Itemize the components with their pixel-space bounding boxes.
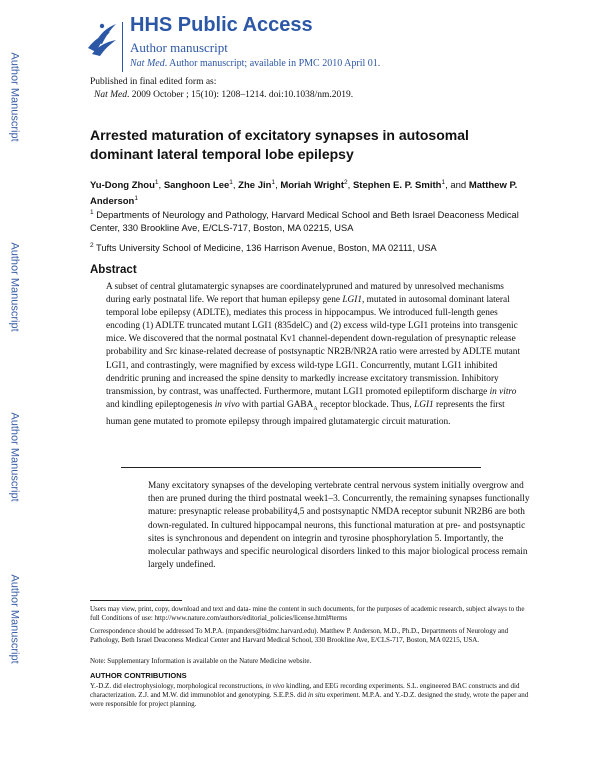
section-divider: [121, 467, 481, 468]
availability-line: Nat Med. Author manuscript; available in PMC 2010 April 01.: [130, 58, 381, 69]
affiliation-2: $^2$ Tufts University School of Medicine, 136 Harrison Avenue, Boston, MA 02111, USA: [90, 242, 437, 254]
author: Stephen E. P. Smith$^1$, and: [352, 179, 469, 192]
citation-line: Nat Med. 2009 October ; 15(10): 1208–1214. doi:10.1038/nm.2019.: [94, 90, 354, 100]
contributions-text: Y.-D.Z. did electrophysiology, morphological reconstructions, in vivo kindling, and EEG recording experiments. S.L. engineered BAC constructs and did characterization. Z.J. and M.W. did immunoblot and genotyping. S.E.P.S. did in situ experiment. M.P.A. and Y.-D.Z. designed the study, wrote the paper and were responsible for project planning.: [90, 682, 529, 709]
author: Matthew P. Anderson$^1$: [90, 180, 518, 208]
side-label-2: Author Manuscript: [9, 242, 22, 332]
hhs-title: HHS Public Access: [130, 14, 313, 36]
contributions-heading: AUTHOR CONTRIBUTIONS: [90, 671, 187, 680]
abstract-heading: Abstract: [90, 264, 137, 276]
side-label-1: Author Manuscript: [9, 52, 22, 142]
author-manuscript-label: Author manuscript: [130, 40, 228, 55]
affiliation-1: $^1$ Departments of Neurology and Pathology, Harvard Medical School and Beth Israel Deaconess Medical Center, 330 Brookline Ave, E/CLS-717, Boston, MA 02215, USA: [90, 209, 519, 234]
side-label-3: Author Manuscript: [9, 412, 22, 502]
abstract-body: A subset of central glutamatergic synapses are coordinatelypruned and matured by unresolved mechanisms during early postnatal life. We report that human epilepsy gene LGI1, mutated in autosomal dominant lateral temporal lobe epilepsy (ADLTE), mediates this process in hippocampus. We introduced full-length genes encoding (1) ADLTE truncated mutant LGI1 (835delC) and (2) excess wild-type LGI1 proteins into transgenic mice. We discovered that the normal postnatal Kv1 channel-dependent down-regulation of presynaptic release probability and Src kinase-related decrease of postsynaptic NR2B/NR2A ratio were arrested by ADLTE mutant LGI1, and contrastingly, were magnified by excess wild-type LGI1. Concurrently, mutant LGI1 inhibited dendritic pruning and increased the spine density to markedly increase excitatory transmission. Inhibitory transmission, by contrast, was unaffected. Furthermore, mutant LGI1 promoted epileptiform discharge in vitro and kindling epileptogenesis in vivo with partial $GABA_A$ receptor blockade. Thus, LGI1 represents the first human gene mutated to promote epilepsy through impaired glutamatergic circuit maturation.: [106, 282, 521, 427]
author: Moriah Wright$^2$,: [280, 179, 353, 192]
author: Zhe Jin$^1$,: [238, 179, 281, 192]
author-list: [90, 176, 530, 208]
side-label-4: Author Manuscript: [9, 574, 22, 664]
author: Sanghoon Lee$^1$,: [163, 179, 239, 192]
published-in-label: Published in final edited form as:: [90, 77, 217, 87]
header-divider: [122, 22, 123, 72]
terms-footnote: Users may view, print, copy, download and text and data- mine the content in such documents, for the purposes of academic research, subject always to the full Conditions of use: http://www.nature.com/authors/editorial_policies/license.html#terms: [90, 605, 525, 623]
article-title: Arrested maturation of excitatory synapses in autosomal dominant lateral temporal lobe epilepsy: [90, 127, 469, 162]
note-footnote: Note: Supplementary Information is available on the Nature Medicine website.: [90, 657, 312, 665]
intro-paragraph: Many excitatory synapses of the developing vertebrate central nervous system initially overgrow and then are pruned during the third postnatal week1–3. Concurrently, the remaining synapses functionally mature: presynaptic release probability4,5 and postsynaptic NMDA receptor subunit NR2B6 are both down-regulated. In cultured hippocampal neurons, this functional maturation at pre- and postsynaptic sites is synchronous and dependent on integrin and tyrosine phosphorylation 5. Importantly, the molecular pathways and specific neurological disorders linked to this major biological process remain largely undefined.: [148, 481, 530, 571]
correspondence-footnote: Correspondence should be addressed To M.P.A. (mpanders@bidmc.harvard.edu). Matthew P. Anderson, M.D., Ph.D., Departments of Neurology and Pathology, Beth Israel Deaconess Medical Center and Harvard Medical School, 330 Brookline Ave, E/CLS-717, Boston, MA 02215, USA.: [90, 627, 509, 645]
hhs-eagle-logo-icon: [82, 18, 122, 60]
author: Yu-Dong Zhou$^1$,: [90, 179, 164, 192]
footnote-divider: [90, 600, 182, 601]
